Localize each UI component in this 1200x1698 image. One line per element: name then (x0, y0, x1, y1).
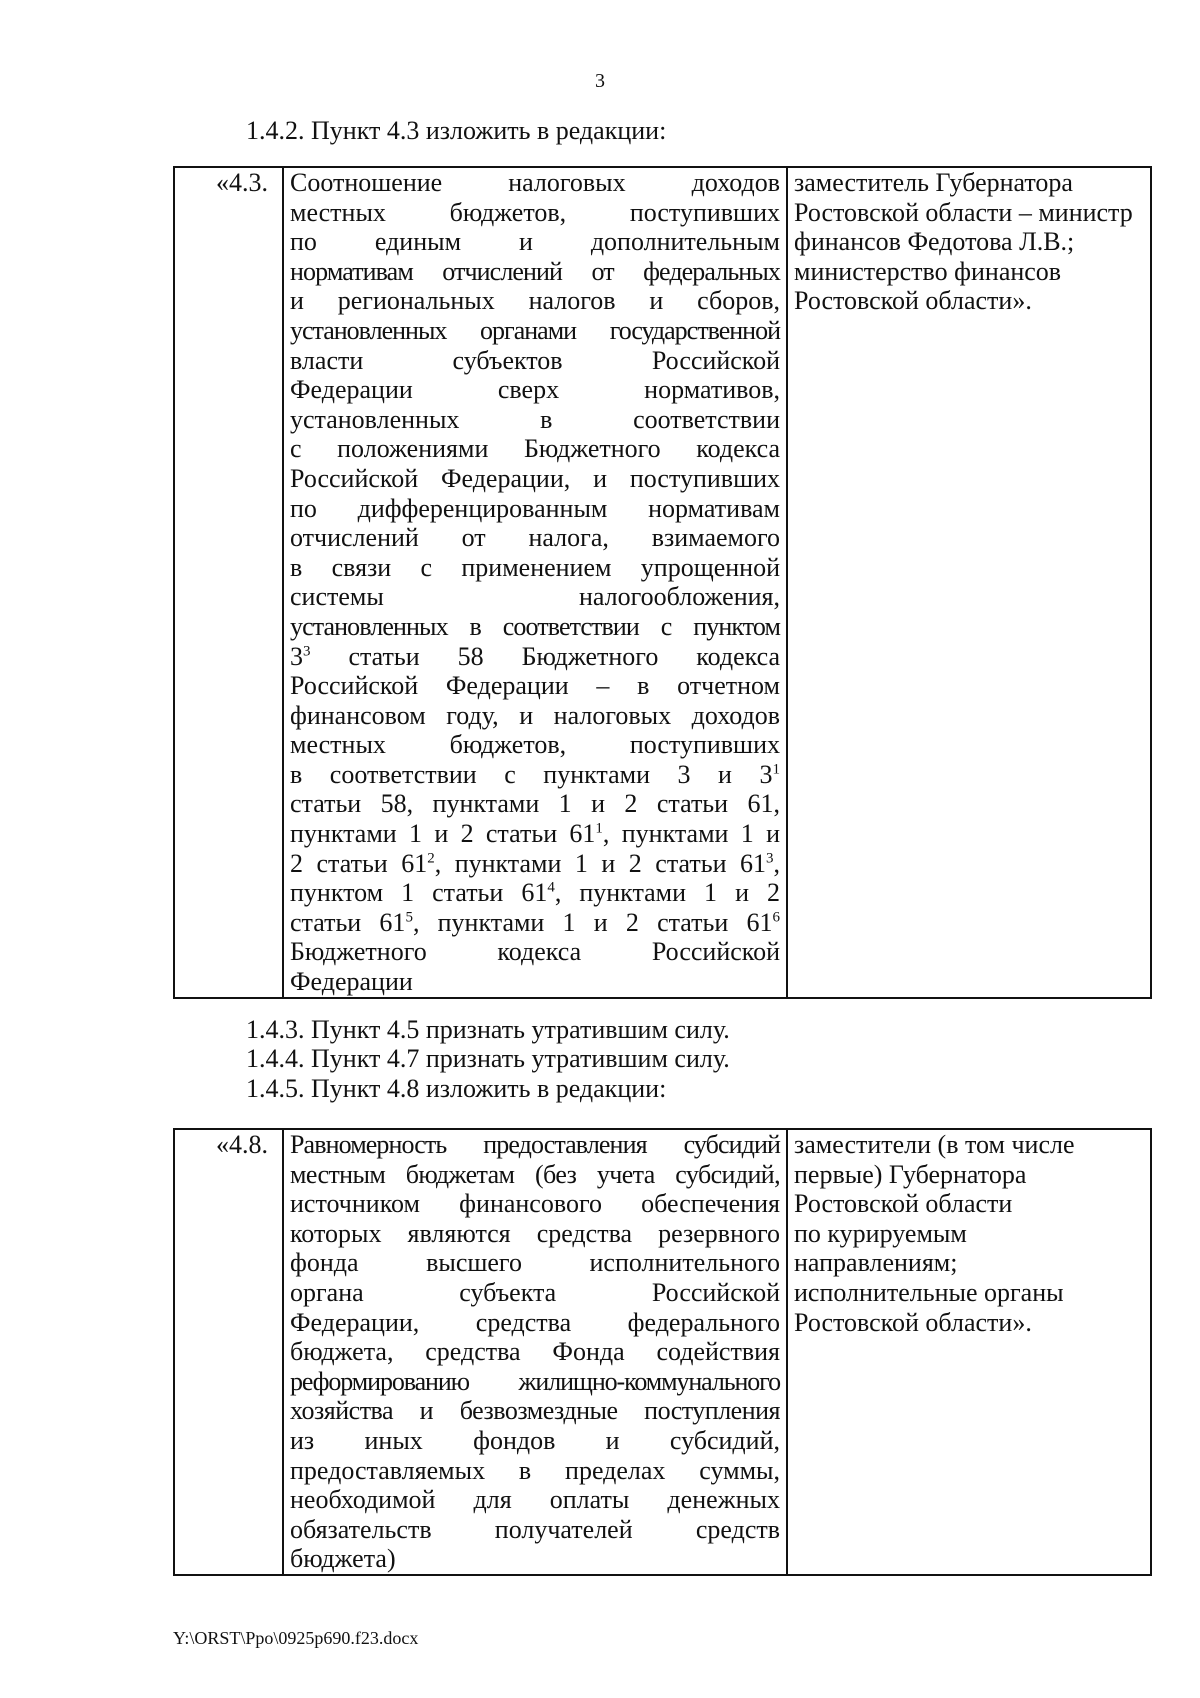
item-number: «4.3. (174, 167, 283, 998)
paragraph-1-4-5: 1.4.5. Пункт 4.8 изложить в редакции: (246, 1074, 667, 1103)
table-item-4-8 (173, 1128, 1152, 1576)
table-row (174, 1129, 1151, 1575)
item-responsible: заместители (в том числе первые) Губернатора Ростовской области по курируемым направлениям; исполнительные органы Ростовской области». (787, 1129, 1151, 1575)
item-description: Равномерность предоставления субсидий местным бюджетам (без учета субсидий, источником финансового обеспечения которых являются средства резервного фонда высшего исполнительного органа субъекта Российской Федерации, средства федерального бюджета, средства Фонда содействия реформированию жилищно-коммунального хозяйства и безвозмездные поступления из иных фондов и субсидий, предоставляемых в пределах суммы, необходимой для оплаты денежных обязательств получателей средств бюджета) (283, 1129, 787, 1575)
file-path-footer: Y:\ORST\Ppo\0925p690.f23.docx (173, 1628, 419, 1648)
paragraph-1-4-2: 1.4.2. Пункт 4.3 изложить в редакции: (246, 116, 667, 145)
item-description: Соотношение налоговых доходов местных бюджетов, поступивших по единым и дополнительным нормативам отчислений от федеральных и региональных налогов и сборов, установленных органами государственной власти субъектов Российской Федерации сверх нормативов, установленных в соответствии с положениями Бюджетного кодекса Российской Федерации, и поступивших по дифференцированным нормативам отчислений от налога, взимаемого в связи с применением упрощенной системы налогообложения, установленных в соответствии с пунктом $3^3$ статьи 58 Бюджетного кодекса Российской Федерации – в отчетном финансовом году, и налоговых доходов местных бюджетов, поступивших в соответствии с пунктами 3 и $3^1$ статьи 58, пунктами 1 и 2 статьи 61, пунктами 1 и 2 статьи $61^1$, пунктами 1 и 2 статьи $61^2$, пунктами 1 и 2 статьи $61^3$, пунктом 1 статьи $61^4$, пунктами 1 и 2 статьи $61^5$, пунктами 1 и 2 статьи $61^6$ Бюджетного кодекса Российской Федерации (283, 167, 787, 998)
page-number: 3 (595, 70, 605, 92)
table-item-4-3 (173, 166, 1152, 999)
item-responsible: заместитель Губернатора Ростовской области – министр финансов Федотова Л.В.; министерство финансов Ростовской области». (787, 167, 1151, 998)
paragraph-1-4-3: 1.4.3. Пункт 4.5 признать утратившим силу. (246, 1015, 730, 1044)
paragraph-1-4-4: 1.4.4. Пункт 4.7 признать утратившим силу. (246, 1044, 730, 1073)
item-number: «4.8. (174, 1129, 283, 1575)
table-row (174, 167, 1151, 998)
